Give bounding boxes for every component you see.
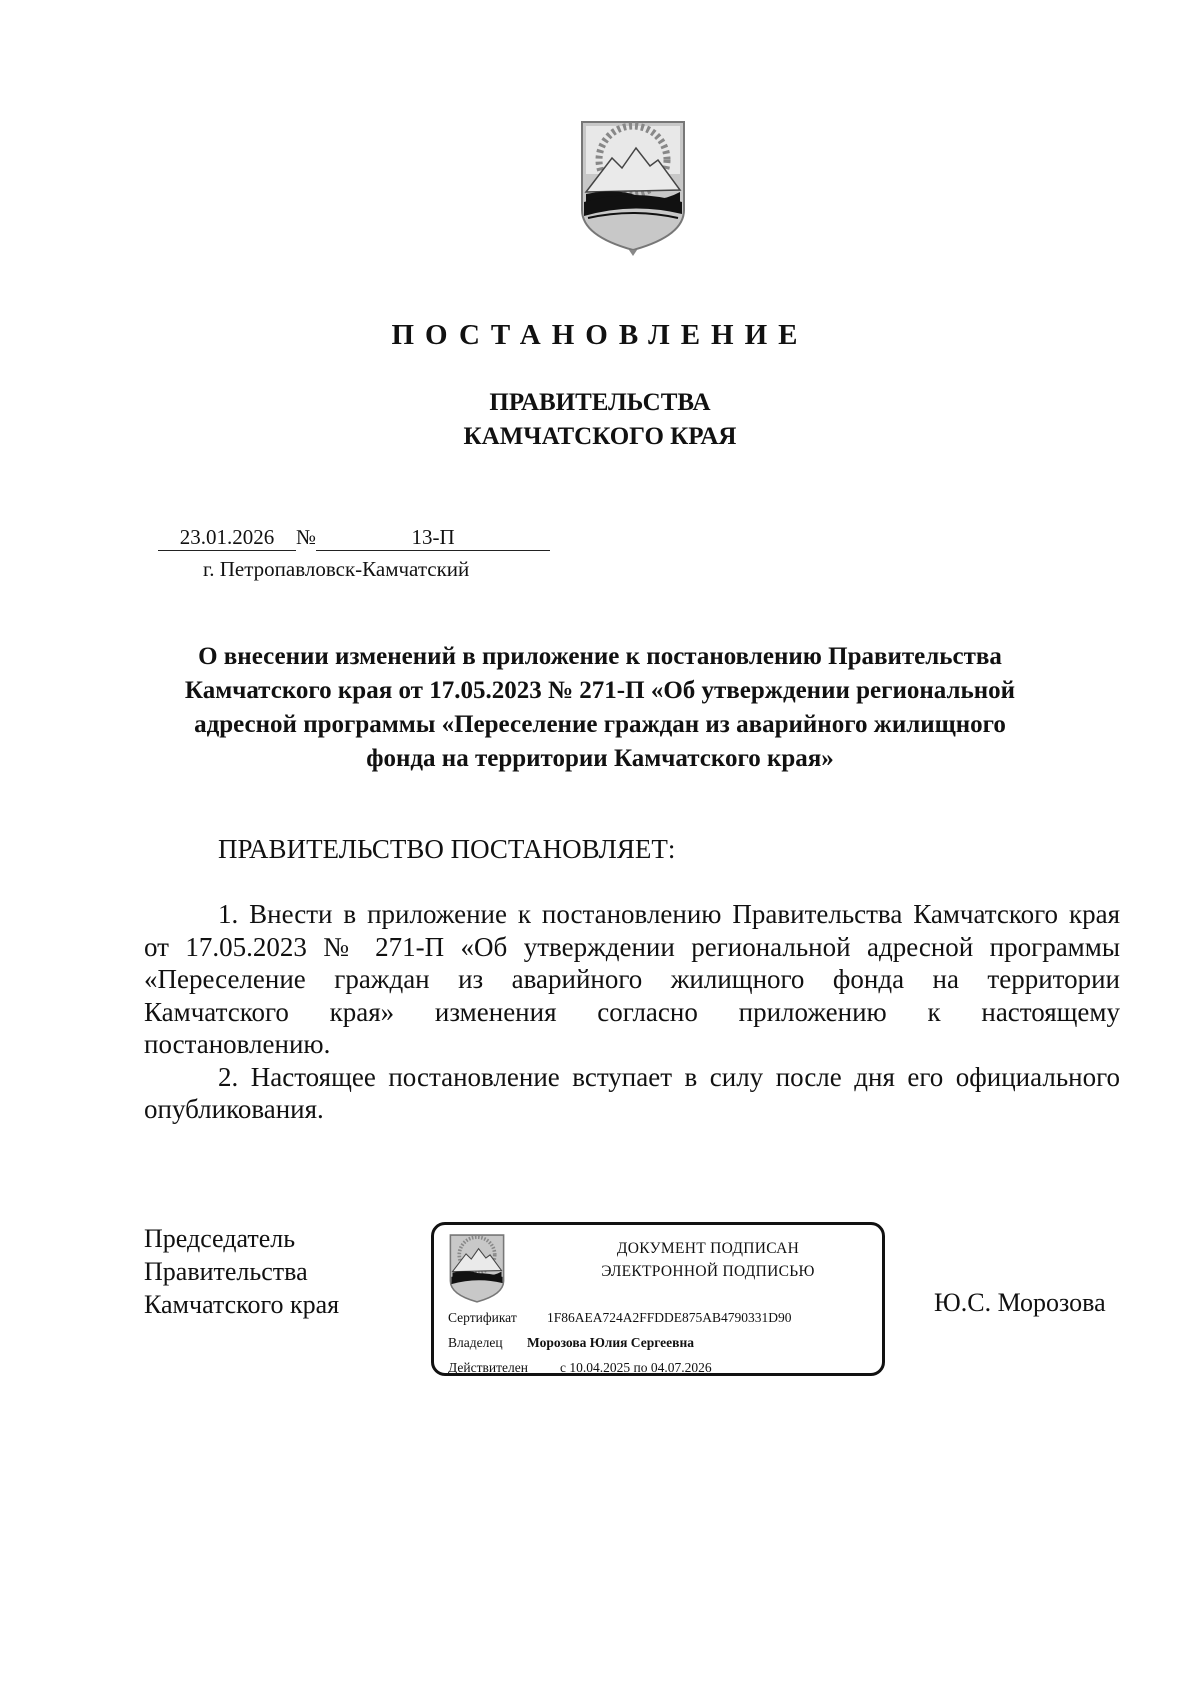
valid-to-date: 04.07.2026 xyxy=(650,1360,712,1375)
certificate-label: Сертификат xyxy=(448,1310,517,1325)
position-line: Правительства xyxy=(144,1257,308,1286)
document-number: 13-П xyxy=(316,524,550,551)
organization-line: ПРАВИТЕЛЬСТВА xyxy=(489,389,711,416)
paragraph-line: 2. Настоящее постановление вступает в силу после дня его официального xyxy=(218,1061,1120,1092)
owner-row xyxy=(448,1335,694,1351)
subject-line: адресной программы «Переселение граждан из аварийного жилищного xyxy=(194,711,1006,738)
owner-value: Морозова Юлия Сергеевна xyxy=(527,1335,694,1350)
document-city: г. Петропавловск-Камчатский xyxy=(203,557,470,581)
valid-from-date: 10.04.2025 xyxy=(569,1360,631,1375)
position-line: Председатель xyxy=(144,1224,296,1253)
subject-line: О внесении изменений в приложение к постановлению Правительства xyxy=(198,643,1002,670)
signatory-position xyxy=(144,1222,339,1321)
document-body xyxy=(144,898,1120,1126)
paragraph-line: от 17.05.2023 № 271-П «Об утверждении региональной адресной программы xyxy=(144,931,1120,962)
signatory-name: Ю.С. Морозова xyxy=(934,1288,1106,1317)
decree-heading: ПРАВИТЕЛЬСТВО ПОСТАНОВЛЯЕТ: xyxy=(218,834,676,864)
kamchatka-coat-of-arms-icon xyxy=(448,1233,506,1305)
subject-line: Камчатского края от 17.05.2023 № 271-П «Об утверждении региональной xyxy=(184,677,1016,704)
paragraph-2 xyxy=(144,1061,1120,1126)
issuing-organization xyxy=(0,386,1200,454)
electronic-signature-stamp xyxy=(431,1222,885,1376)
kamchatka-coat-of-arms-icon xyxy=(578,118,688,256)
organization-line: КАМЧАТСКОГО КРАЯ xyxy=(463,423,737,450)
certificate-row xyxy=(448,1310,792,1326)
paragraph-line: постановлению. xyxy=(144,1029,331,1059)
paragraph-line: опубликования. xyxy=(144,1094,324,1124)
validity-label: Действителен xyxy=(448,1360,528,1375)
paragraph-1 xyxy=(144,898,1120,1061)
certificate-value: 1F86AEA724A2FFDDE875AB4790331D90 xyxy=(547,1310,792,1325)
position-line: Камчатского края xyxy=(144,1290,340,1319)
validity-row xyxy=(448,1360,712,1376)
subject-line: фонда на территории Камчатского края» xyxy=(366,745,834,772)
stamp-heading-line: ДОКУМЕНТ ПОДПИСАН xyxy=(616,1240,800,1257)
document-title: ПОСТАНОВЛЕНИЕ xyxy=(391,319,809,351)
owner-label: Владелец xyxy=(448,1335,503,1350)
paragraph-line: Камчатского края» изменения согласно приложению к настоящему xyxy=(144,996,1120,1027)
paragraph-line: «Переселение граждан из аварийного жилищного фонда на территории xyxy=(144,964,1120,994)
number-sign: № xyxy=(296,525,317,549)
paragraph-line: 1. Внести в приложение к постановлению Правительства Камчатского края xyxy=(218,899,1120,929)
stamp-heading xyxy=(544,1237,872,1283)
document-date: 23.01.2026 xyxy=(158,524,296,551)
document-subject xyxy=(120,640,1080,776)
stamp-heading-line: ЭЛЕКТРОННОЙ ПОДПИСЬЮ xyxy=(601,1263,815,1280)
date-number-line xyxy=(158,524,550,551)
valid-from-prefix: с xyxy=(560,1360,566,1375)
valid-to-prefix: по xyxy=(633,1360,648,1375)
